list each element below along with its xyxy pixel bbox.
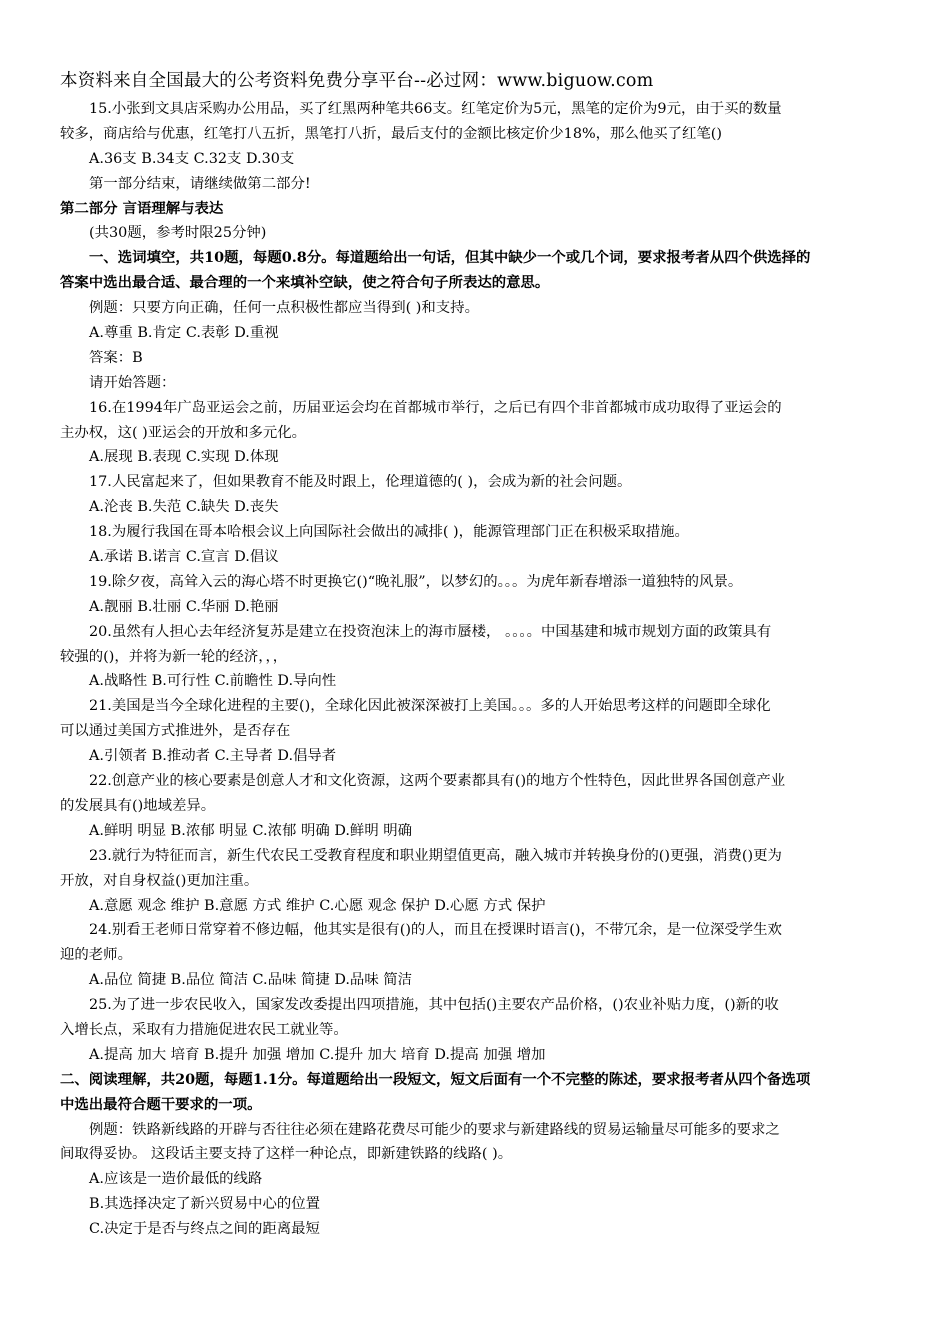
text-line: A.承诺 B.诺言 C.宣言 D.倡议 xyxy=(89,549,279,566)
text-line: 迎的老师。 xyxy=(60,947,132,964)
text-line: 中选出最符合题干要求的一项。 xyxy=(60,1095,262,1113)
text-line: 答案中选出最合适、最合理的一个来填补空缺，使之符合句子所表达的意思。 xyxy=(60,274,550,292)
text-line: A.战略性 B.可行性 C.前瞻性 D.导向性 xyxy=(89,673,337,690)
text-line: 15.小张到文具店采购办公用品，买了红黑两种笔共66支。红笔定价为5元，黑笔的定价为9元，由于买的数量 xyxy=(89,101,782,117)
text-line: A.引领者 B.推动者 C.主导者 D.倡导者 xyxy=(89,748,337,765)
text-line: (共30题，参考时限25分钟) xyxy=(89,225,267,242)
text-line: 22.创意产业的核心要素是创意人才和文化资源，这两个要素都具有()的地方个性特色，因此世界各国创意产业 xyxy=(89,773,786,790)
text-line: A.36支 B.34支 C.32支 D.30支 xyxy=(89,150,295,167)
text-line: A.品位 简捷 B.品位 简洁 C.品味 简捷 D.品味 简洁 xyxy=(89,972,413,989)
text-line: 主办权，这( )亚运会的开放和多元化。 xyxy=(60,424,307,441)
text-line: A.意愿 观念 维护 B.意愿 方式 维护 C.心愿 观念 保护 D.心愿 方式 保护 xyxy=(89,897,546,914)
text-line: 例题：铁路新线路的开辟与否往往必须在建路花费尽可能少的要求与新建路线的贸易运输量尽可能多的要求之 xyxy=(89,1121,780,1138)
text-line: 请开始答题： xyxy=(89,374,176,391)
text-line: 入增长点，采取有力措施促进农民工就业等。 xyxy=(60,1021,348,1038)
text-line: 间取得妥协。 这段话主要支持了这样一种论点，即新建铁路的线路( )。 xyxy=(60,1146,513,1163)
text-line: 17.人民富起来了，但如果教育不能及时跟上，伦理道德的( )，会成为新的社会问题。 xyxy=(89,474,632,491)
text-line: 二、阅读理解，共20题，每题1.1分。每道题给出一段短文，短文后面有一个不完整的陈述，要求报考者从四个备选项 xyxy=(60,1070,811,1088)
text-line: 18.为履行我国在哥本哈根会议上向国际社会做出的减排( )，能源管理部门正在积极采取措施。 xyxy=(89,524,689,541)
text-line: A.提高 加大 培育 B.提升 加强 增加 C.提升 加大 培育 D.提高 加强 增加 xyxy=(89,1046,546,1063)
text-line: A.展现 B.表现 C.实现 D.体现 xyxy=(89,449,279,466)
text-line: 较多，商店给与优惠，红笔打八五折，黑笔打八折，最后支付的金额比核定价少18%，那么他买了红笔() xyxy=(60,125,723,142)
text-line: 例题：只要方向正确，任何一点积极性都应当得到( )和支持。 xyxy=(89,300,479,317)
text-line: 开放，对自身权益()更加注重。 xyxy=(60,872,259,889)
text-line: 的发展具有()地域差异。 xyxy=(60,797,216,814)
text-line: A.靓丽 B.壮丽 C.华丽 D.艳丽 xyxy=(89,598,279,615)
text-line: 23.就行为特征而言，新生代农民工受教育程度和职业期望值更高，融入城市并转换身份的()更强，消费()更为 xyxy=(89,847,782,864)
text-line: B.其选择决定了新兴贸易中心的位置 xyxy=(89,1196,321,1213)
text-line: 21.美国是当今全球化进程的主要()，全球化因此被深深被打上美国。。。多的人开始思考这样的问题即全球化 xyxy=(89,698,771,715)
text-line: 答案：B xyxy=(89,349,143,366)
document-body xyxy=(60,97,896,1242)
text-line: A.应该是一造价最低的线路 xyxy=(89,1171,263,1188)
text-line: 第一部分结束，请继续做第二部分! xyxy=(89,175,311,192)
source-header: 本资料来自全国最大的公考资料免费分享平台--必过网：www.biguow.com xyxy=(60,71,654,91)
text-line: A.尊重 B.肯定 C.表彰 D.重视 xyxy=(89,325,279,342)
text-line: 第二部分 言语理解与表达 xyxy=(60,199,224,217)
text-line: 19.除夕夜，高耸入云的海心塔不时更换它()“晚礼服”，以梦幻的。。。为虎年新春增添一道独特的风景。 xyxy=(89,573,743,590)
text-line: A.鲜明 明显 B.浓郁 明显 C.浓郁 明确 D.鲜明 明确 xyxy=(89,822,413,839)
text-line: 可以通过美国方式推进外，是否存在 xyxy=(60,723,291,740)
text-line: 较强的()，并将为新一轮的经济，，， xyxy=(60,648,288,665)
text-line: 24.别看王老师日常穿着不修边幅，他其实是很有()的人，而且在授课时语言()，不带冗余，是一位深受学生欢 xyxy=(89,922,782,939)
text-line: 16.在1994年广岛亚运会之前，历届亚运会均在首都城市举行，之后已有四个非首都城市成功取得了亚运会的 xyxy=(89,399,782,416)
text-line: 20.虽然有人担心去年经济复苏是建立在投资泡沫上的海市蜃楼， 。。。。中国基建和城市规划方面的政策具有 xyxy=(89,623,772,640)
text-line: 一、选词填空，共10题，每题0.8分。每道题给出一句话，但其中缺少一个或几个词，要求报考者从四个供选择的 xyxy=(89,249,811,267)
text-line: C.决定于是否与终点之间的距离最短 xyxy=(89,1221,320,1238)
text-line: A.沦丧 B.失范 C.缺失 D.丧失 xyxy=(89,499,279,516)
text-line: 25.为了进一步农民收入，国家发改委提出四项措施，其中包括()主要农产品价格，()农业补贴力度，()新的收 xyxy=(89,997,779,1014)
